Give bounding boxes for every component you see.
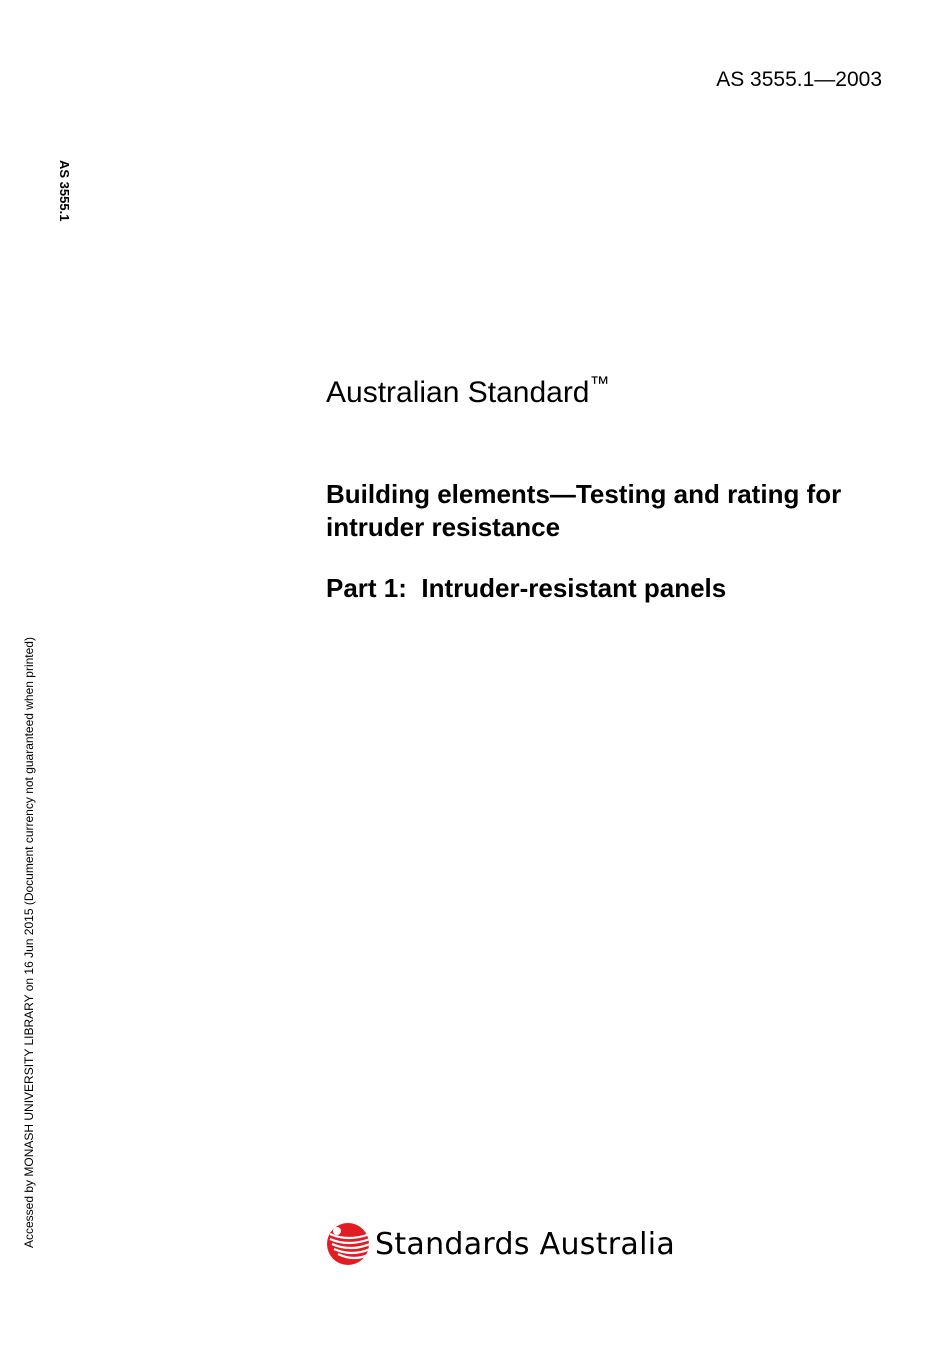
publisher-block [326, 1222, 675, 1266]
standard-series [326, 373, 610, 410]
standards-australia-logo-icon [326, 1222, 370, 1266]
document-part: Part 1: Intruder-resistant panels [326, 573, 727, 603]
spine-label: AS 3555.1 [57, 160, 72, 222]
publisher-name: Standards Australia [375, 1226, 676, 1262]
trademark-symbol: ™ [589, 373, 610, 395]
document-number: AS 3555.1—2003 [716, 68, 882, 91]
document-title: Building elements—Testing and rating for intruder resistance [326, 479, 842, 542]
series-label: Australian Standard [326, 376, 590, 409]
access-note: Accessed by MONASH UNIVERSITY LIBRARY on 16 Jun 2015 (Document currency not guaranteed when printed) [22, 637, 36, 1248]
